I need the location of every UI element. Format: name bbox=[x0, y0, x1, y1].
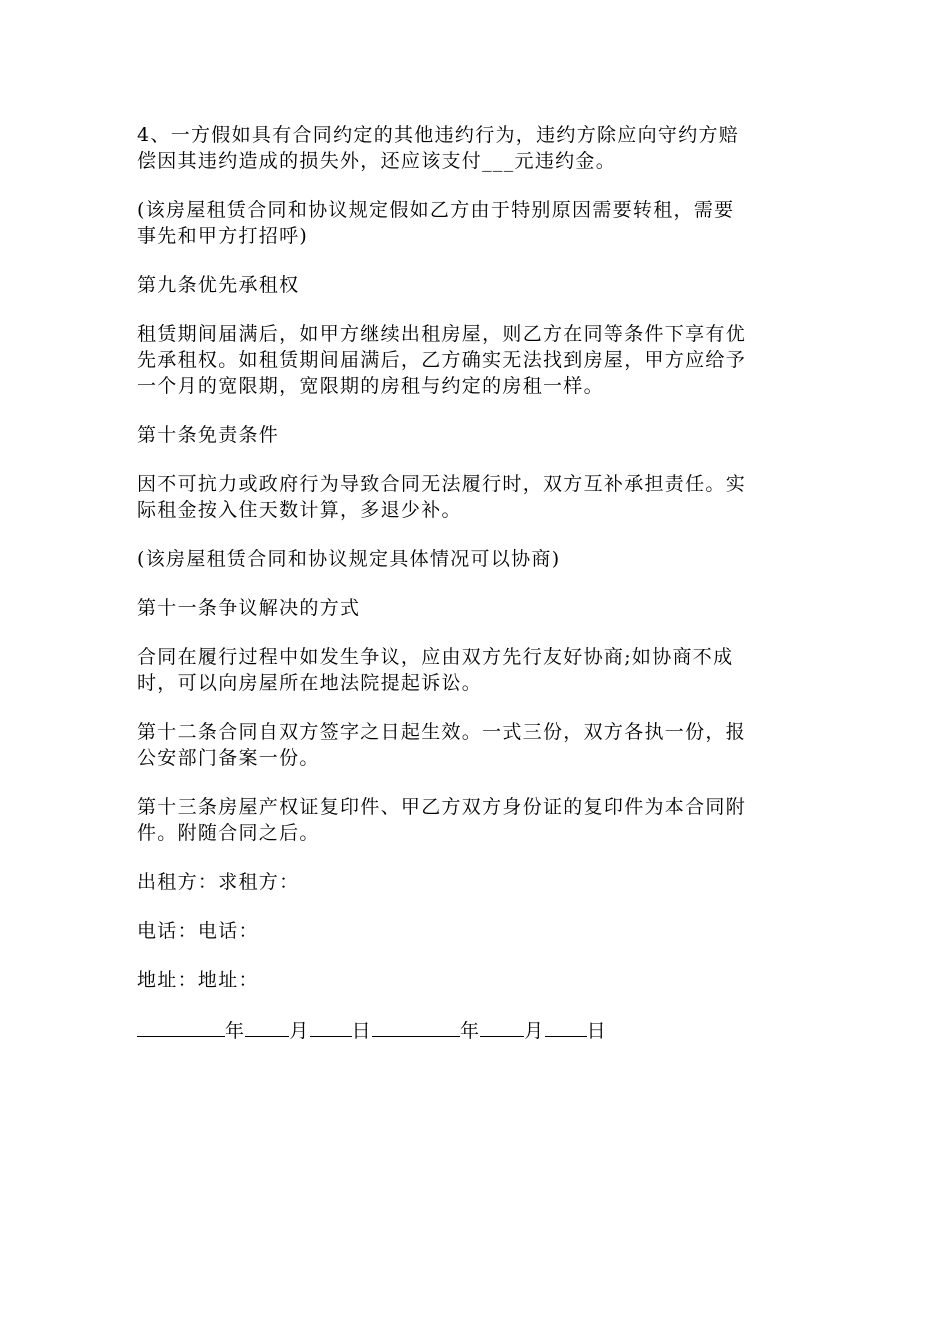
lessee-year-label: 年 bbox=[459, 1020, 481, 1042]
article11-title-text: 第十一条争议解决的方式 bbox=[137, 597, 361, 619]
article10-line1: 因不可抗力或政府行为导致合同无法履行时，双方互补承担责任。实 bbox=[137, 473, 747, 495]
document-body bbox=[137, 122, 815, 1044]
lessee-day-blank bbox=[545, 1016, 587, 1037]
article13 bbox=[137, 794, 815, 846]
lessee-month-label: 月 bbox=[524, 1020, 545, 1042]
article11-line1: 合同在履行过程中如发生争议，应由双方先行友好协商;如协商不成 bbox=[137, 646, 734, 668]
parties-label bbox=[137, 869, 815, 895]
article10-body bbox=[137, 471, 815, 523]
article12-line1: 第十二条合同自双方签字之日起生效。一式三份，双方各执一份，报 bbox=[137, 721, 747, 743]
note-negotiate-text: (该房屋租赁合同和协议规定具体情况可以协商) bbox=[137, 548, 561, 570]
lessor-year-label: 年 bbox=[225, 1020, 246, 1042]
article9-title-text: 第九条优先承租权 bbox=[137, 274, 300, 296]
article12-line2: 公安部门备案一份。 bbox=[137, 747, 320, 769]
article13-line1: 第十三条房屋产权证复印件、甲乙方双方身份证的复印件为本合同附 bbox=[137, 796, 747, 818]
note-negotiate bbox=[137, 546, 815, 572]
lessee-month-blank bbox=[480, 1016, 524, 1037]
signature-date-line bbox=[137, 1016, 815, 1044]
clause-penalty-text-post: 元违约金。 bbox=[514, 150, 617, 172]
article11-line2: 时，可以向房屋所在地法院提起诉讼。 bbox=[137, 672, 483, 694]
article10-title bbox=[137, 422, 815, 448]
parties-label-text: 出租方：求租方： bbox=[137, 871, 300, 893]
article9-line2: 先承租权。如租赁期间届满后，乙方确实无法找到房屋，甲方应给予 bbox=[137, 349, 747, 371]
article11-body bbox=[137, 644, 815, 696]
lessor-year-blank bbox=[137, 1016, 225, 1037]
phone-label-text: 电话：电话： bbox=[137, 920, 259, 942]
lessor-day-label: 日 bbox=[351, 1020, 372, 1042]
address-label-text: 地址：地址： bbox=[137, 969, 259, 991]
clause-penalty-text-pre: 偿因其违约造成的损失外，还应该支付 bbox=[137, 150, 483, 172]
lessee-day-label: 日 bbox=[586, 1020, 607, 1042]
article9-body bbox=[137, 321, 815, 399]
lessee-year-blank bbox=[372, 1016, 460, 1037]
note-sublet bbox=[137, 197, 815, 249]
clause-penalty-line1: 4、一方假如具有合同约定的其他违约行为，违约方除应向守约方赔 bbox=[137, 124, 740, 146]
address-label bbox=[137, 967, 815, 993]
note-sublet-line1: (该房屋租赁合同和协议规定假如乙方由于特别原因需要转租，需要 bbox=[137, 199, 735, 221]
article11-title bbox=[137, 595, 815, 621]
penalty-amount-blank: ___ bbox=[482, 150, 515, 172]
clause-penalty-line2 bbox=[137, 148, 815, 174]
article10-line2: 际租金按入住天数计算，多退少补。 bbox=[137, 499, 462, 521]
article9-title bbox=[137, 272, 815, 298]
lessor-day-blank bbox=[310, 1016, 352, 1037]
lessor-month-blank bbox=[245, 1016, 289, 1037]
clause-penalty bbox=[137, 122, 815, 174]
article12 bbox=[137, 719, 815, 771]
note-sublet-line2: 事先和甲方打招呼) bbox=[137, 225, 309, 247]
phone-label bbox=[137, 918, 815, 944]
article13-line2: 件。附随合同之后。 bbox=[137, 822, 320, 844]
article9-line3: 一个月的宽限期，宽限期的房租与约定的房租一样。 bbox=[137, 375, 604, 397]
article10-title-text: 第十条免责条件 bbox=[137, 424, 280, 446]
article9-line1: 租赁期间届满后，如甲方继续出租房屋，则乙方在同等条件下享有优 bbox=[137, 323, 747, 345]
lessor-month-label: 月 bbox=[289, 1020, 310, 1042]
